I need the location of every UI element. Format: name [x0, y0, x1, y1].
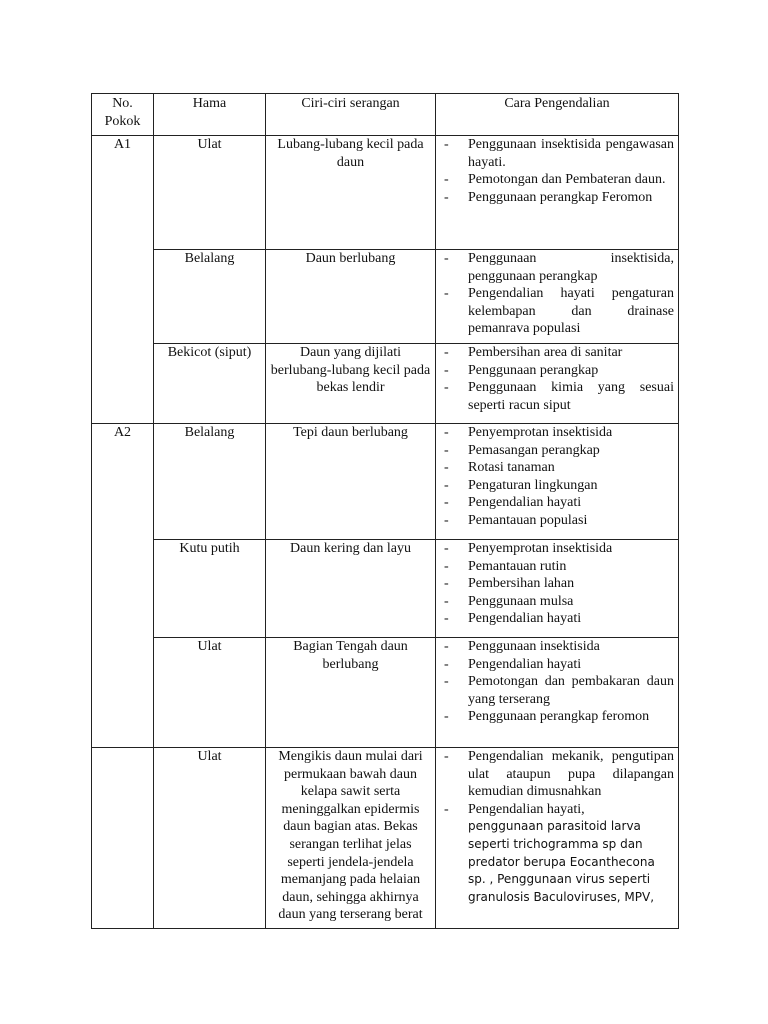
list-item: - Pengendalian hayati, — [440, 801, 674, 819]
list-item: - Pengendalian hayati — [440, 656, 674, 674]
cara-cell — [436, 250, 679, 344]
list-item: - Pemantauan rutin — [440, 558, 674, 576]
list-item: - Penggunaan perangkap — [440, 362, 674, 380]
list-item: - Pembersihan area di sanitar — [440, 344, 674, 362]
hama-cell: Bekicot (siput) — [154, 344, 266, 424]
cara-cell — [436, 424, 679, 540]
hama-cell: Belalang — [154, 424, 266, 540]
ciri-cell: Daun kering dan layu — [266, 540, 436, 638]
header-no-pokok: No. Pokok — [92, 94, 154, 136]
list-item: - Penyemprotan insektisida — [440, 424, 674, 442]
ciri-cell: Daun yang dijilati berlubang-lubang kecil pada bekas lendir — [266, 344, 436, 424]
table-row — [92, 344, 679, 424]
table-row — [92, 638, 679, 748]
list-item: - Pemotongan dan Pembateran daun. — [440, 171, 674, 189]
list-item: - Penggunaan kimia yang sesuai seperti racun siput — [440, 379, 674, 414]
list-item: - Pemotongan dan pembakaran daun yang terserang — [440, 673, 674, 708]
hama-cell: Ulat — [154, 638, 266, 748]
hama-cell: Belalang — [154, 250, 266, 344]
header-hama: Hama — [154, 94, 266, 136]
pokok-cell: A1 — [92, 136, 154, 424]
method-list — [440, 136, 674, 206]
list-item: - Penggunaan mulsa — [440, 593, 674, 611]
header-ciri-serangan: Ciri-ciri serangan — [266, 94, 436, 136]
list-item: - Penggunaan insektisida — [440, 638, 674, 656]
list-item: - Penyemprotan insektisida — [440, 540, 674, 558]
table-row — [92, 540, 679, 638]
method-list — [440, 638, 674, 726]
list-item: - Pengendalian hayati — [440, 494, 674, 512]
header-cara-pengendalian: Cara Pengendalian — [436, 94, 679, 136]
cara-cell — [436, 136, 679, 250]
hama-cell: Kutu putih — [154, 540, 266, 638]
ciri-cell: Mengikis daun mulai dari permukaan bawah daun kelapa sawit serta meninggalkan epidermis daun bagian atas. Bekas serangan terlihat jelas seperti jendela-jendela memanjang pada helaian daun, sehingga akhirnya daun yang terserang berat — [266, 748, 436, 929]
list-item: - Pengendalian mekanik, pengutipan ulat ataupun pupa dilapangan kemudian dimusnahkan — [440, 748, 674, 801]
hama-cell: Ulat — [154, 136, 266, 250]
ciri-cell: Lubang-lubang kecil pada daun — [266, 136, 436, 250]
method-list — [440, 540, 674, 628]
table-row — [92, 748, 679, 929]
list-item: - Pembersihan lahan — [440, 575, 674, 593]
list-item-continuation — [440, 818, 674, 906]
method-list — [440, 424, 674, 530]
method-list — [440, 250, 674, 338]
list-item: - Penggunaan perangkap feromon — [440, 708, 674, 726]
pokok-cell — [92, 748, 154, 929]
list-item: - Penggunaan perangkap Feromon — [440, 189, 674, 207]
table-row — [92, 136, 679, 250]
pest-control-table — [91, 93, 679, 929]
list-item: - Pengendalian hayati pengaturan kelembapan dan drainase pemanrava populasi — [440, 285, 674, 338]
cara-cell — [436, 748, 679, 929]
table-header-row — [92, 94, 679, 136]
continuation-text: penggunaan parasitoid larva seperti trichogramma sp dan predator berupa Eocanthecona sp. , Penggunaan virus seperti granulosis Baculoviruses, MPV, — [468, 819, 655, 904]
cara-cell — [436, 540, 679, 638]
table-row — [92, 424, 679, 540]
method-list — [440, 748, 674, 906]
list-item: - Pengendalian hayati — [440, 610, 674, 628]
ciri-cell: Tepi daun berlubang — [266, 424, 436, 540]
list-item: - Penggunaan insektisida, penggunaan perangkap — [440, 250, 674, 285]
table-row — [92, 250, 679, 344]
list-item: - Penggunaan insektisida pengawasan hayati. — [440, 136, 674, 171]
ciri-cell: Daun berlubang — [266, 250, 436, 344]
list-item: - Rotasi tanaman — [440, 459, 674, 477]
method-list — [440, 344, 674, 414]
ciri-cell: Bagian Tengah daun berlubang — [266, 638, 436, 748]
list-item: - Pemantauan populasi — [440, 512, 674, 530]
hama-cell: Ulat — [154, 748, 266, 929]
pokok-cell: A2 — [92, 424, 154, 748]
cara-cell — [436, 638, 679, 748]
cara-cell — [436, 344, 679, 424]
list-item: - Pengaturan lingkungan — [440, 477, 674, 495]
list-item: - Pemasangan perangkap — [440, 442, 674, 460]
